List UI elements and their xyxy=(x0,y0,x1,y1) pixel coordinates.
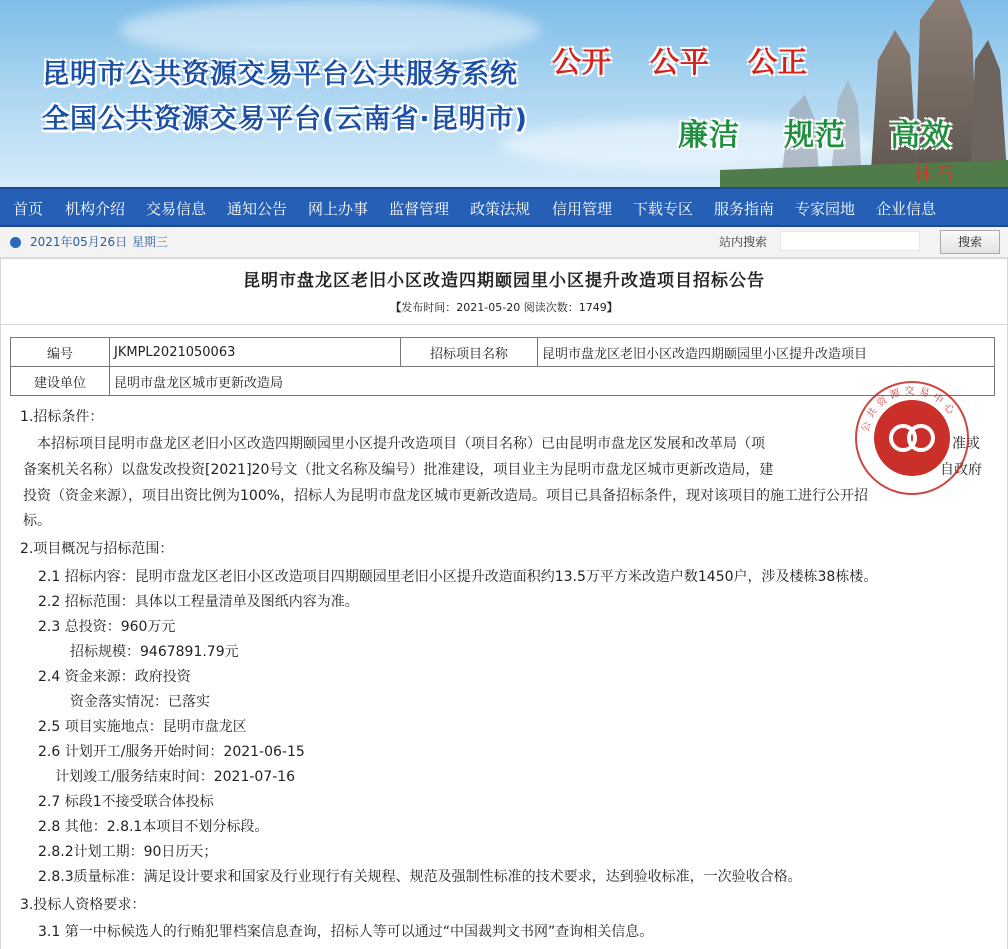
banner-title-line1: 昆明市公共资源交易平台公共服务系统 xyxy=(42,59,518,90)
page-title: 昆明市盘龙区老旧小区改造四期颐园里小区提升改造项目招标公告 xyxy=(243,271,765,291)
section-2-4-funding: 资金落实情况：已落实 xyxy=(70,694,210,710)
slogan-fair: 公平 xyxy=(650,45,711,79)
nav-item-downloads[interactable]: 下载专区 xyxy=(633,200,694,218)
info-bar xyxy=(0,227,1008,258)
section-1-line1-tail: 准或 xyxy=(952,436,980,452)
site-banner xyxy=(0,0,1008,187)
nav-item-policies[interactable]: 政策法规 xyxy=(470,200,531,218)
stone-forest-inscription: 林石 xyxy=(914,164,958,185)
section-2-heading: 2.项目概况与招标范围： xyxy=(20,541,174,557)
section-2-5: 2.5 项目实施地点：昆明市盘龙区 xyxy=(38,719,247,735)
section-1-heading: 1.招标条件： xyxy=(20,409,104,425)
divider xyxy=(0,324,1008,325)
section-2-6: 2.6 计划开工/服务开始时间：2021-06-15 xyxy=(38,744,305,760)
unit-label: 建设单位 xyxy=(11,367,110,396)
banner-title-line2: 全国公共资源交易平台(云南省·昆明市) xyxy=(42,104,528,135)
nav-item-online-services[interactable]: 网上办事 xyxy=(308,200,369,218)
banner-cloud xyxy=(120,0,540,60)
search-label: 站内搜索 xyxy=(719,235,768,249)
publish-label: 发布时间： xyxy=(401,301,457,314)
section-2-4: 2.4 资金来源：政府投资 xyxy=(38,669,191,685)
nav-item-experts[interactable]: 专家园地 xyxy=(795,200,856,218)
project-info-table xyxy=(10,337,995,396)
current-date: 2021年05月26日 xyxy=(30,235,128,249)
project-name-label: 招标项目名称 xyxy=(401,338,538,367)
slogan-standard: 规范 xyxy=(784,118,846,153)
current-weekday: 星期三 xyxy=(132,235,169,249)
search-input[interactable] xyxy=(780,231,920,251)
nav-item-supervision[interactable]: 监督管理 xyxy=(389,200,450,218)
stone-forest-image xyxy=(720,0,1008,187)
slogan-open: 公开 xyxy=(552,45,613,79)
section-2-8: 2.8 其他：2.8.1本项目不划分标段。 xyxy=(38,819,269,835)
section-2-8-2: 2.8.2计划工期：90日历天； xyxy=(38,844,218,860)
section-1-line1: 本招标项目昆明市盘龙区老旧小区改造四期颐园里小区提升改造项目（项目名称）已由昆明市盘龙区发展和改革局（项 xyxy=(37,436,765,452)
section-2-3: 2.3 总投资：960万元 xyxy=(38,619,176,635)
meta-open-bracket: 【 xyxy=(390,301,402,314)
seal-ring-text: 公共资源交易中心 xyxy=(860,385,959,434)
article-meta xyxy=(0,299,1008,315)
table-row xyxy=(11,367,995,396)
section-2-6-end: 计划竣工/服务结束时间：2021-07-16 xyxy=(55,769,296,785)
nav-item-credit[interactable]: 信用管理 xyxy=(552,200,613,218)
section-2-2: 2.2 招标范围：具体以工程量清单及图纸内容为准。 xyxy=(38,594,359,610)
nav-item-notices[interactable]: 通知公告 xyxy=(227,200,288,218)
search-button[interactable]: 搜索 xyxy=(940,230,1000,254)
table-row xyxy=(11,338,995,367)
views-count: 1749 xyxy=(578,301,607,314)
section-1-line3: 投资（资金来源），项目出资比例为100%，招标人为昆明市盘龙区城市更新改造局。项目已具备招标条件，现对该项目的施工进行公开招 xyxy=(23,488,869,504)
trading-center-seal-icon xyxy=(852,378,972,498)
section-2-8-3: 2.8.3质量标准：满足设计要求和国家及行业现行有关规程、规范及强制性标准的技术要求，达到验收标准，一次验收合格。 xyxy=(38,869,802,885)
nav-item-about[interactable]: 机构介绍 xyxy=(65,200,126,218)
code-label: 编号 xyxy=(11,338,110,367)
nav-item-service-guide[interactable]: 服务指南 xyxy=(714,200,775,218)
section-2-3-scale: 招标规模：9467891.79元 xyxy=(70,644,239,660)
nav-item-home[interactable]: 首页 xyxy=(13,200,44,218)
unit-value: 昆明市盘龙区城市更新改造局 xyxy=(110,367,995,396)
section-3-1: 3.1 第一中标候选人的行贿犯罪档案信息查询，招标人等可以通过“中国裁判文书网”查询相关信息。 xyxy=(38,924,654,940)
project-name-value: 昆明市盘龙区老旧小区改造四期颐园里小区提升改造项目 xyxy=(538,338,995,367)
nav-item-trading-info[interactable]: 交易信息 xyxy=(146,200,207,218)
section-2-7: 2.7 标段1不接受联合体投标 xyxy=(38,794,214,810)
views-label: 阅读次数： xyxy=(523,301,579,314)
slogan-just: 公正 xyxy=(748,45,809,79)
section-3-heading: 3.投标人资格要求： xyxy=(20,897,146,913)
main-nav xyxy=(0,187,1008,227)
section-1-line4: 标。 xyxy=(23,513,51,529)
calendar-icon xyxy=(10,237,21,248)
section-1-line2: 备案机关名称）以盘发改投资[2021]20号文（批文名称及编号）批准建设，项目业主为昆明市盘龙区城市更新改造局，建 xyxy=(23,462,774,478)
slogan-efficient: 高效 xyxy=(890,118,952,153)
nav-item-enterprise-info[interactable]: 企业信息 xyxy=(876,200,937,218)
publish-date: 2021-05-20 xyxy=(456,301,521,314)
section-1-line2-tail: 自政府 xyxy=(940,462,982,478)
code-value: JKMPL2021050063 xyxy=(110,338,401,367)
meta-close-bracket: 】 xyxy=(606,301,618,314)
slogan-clean: 廉洁 xyxy=(678,118,740,153)
section-2-1: 2.1 招标内容：昆明市盘龙区老旧小区改造项目四期颐园里老旧小区提升改造面积约13.5万平方米改造户数1450户，涉及楼栋38栋楼。 xyxy=(38,569,878,585)
